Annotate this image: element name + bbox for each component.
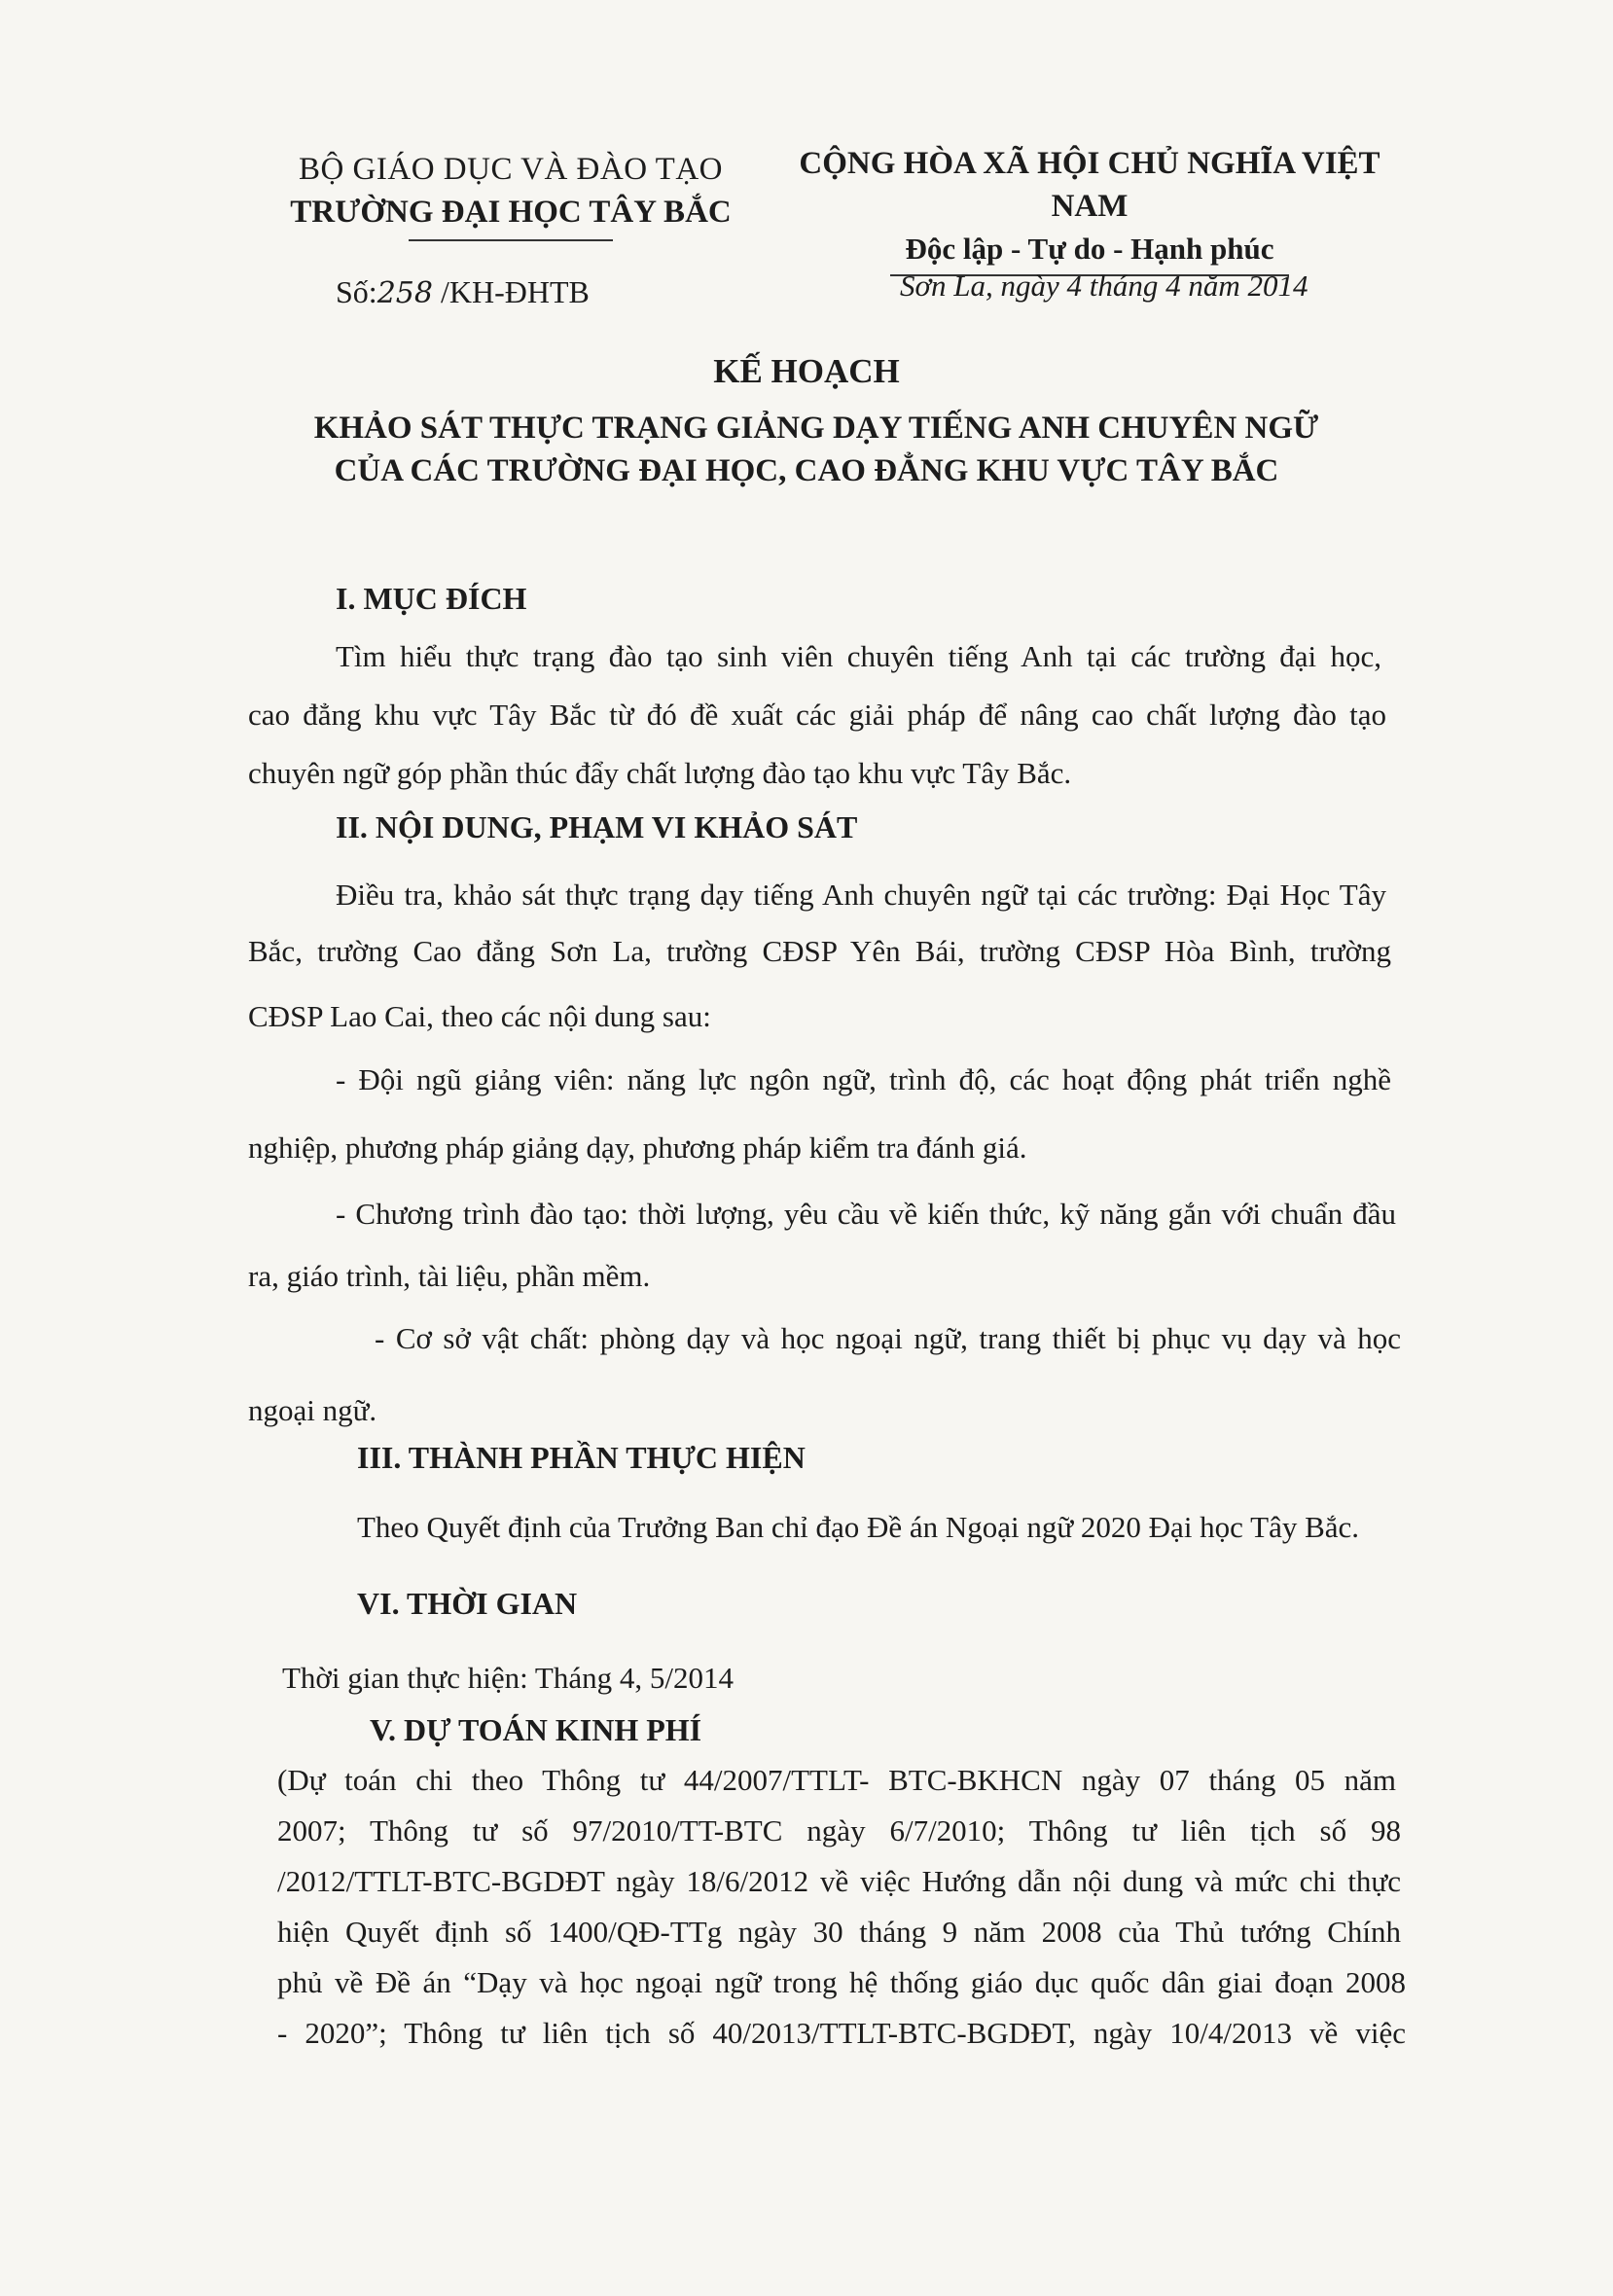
school-name: TRƯỜNG ĐẠI HỌC TÂY BẮC [290, 195, 732, 230]
paragraph-line: ra, giáo trình, tài liệu, phần mềm. [248, 1259, 651, 1293]
paragraph-line: chuyên ngữ góp phần thúc đẩy chất lượng đào tạo khu vực Tây Bắc. [248, 756, 1072, 790]
document-title: KẾ HOẠCH [713, 352, 900, 390]
paragraph-line: 2007; Thông tư số 97/2010/TT-BTC ngày 6/7/2010; Thông tư liên tịch số 98 [277, 1813, 1401, 1848]
paragraph-line: phủ về Đề án “Dạy và học ngoại ngữ trong hệ thống giáo dục quốc dân giai đoạn 2008 [277, 1965, 1406, 1999]
paragraph-line: /2012/TTLT-BTC-BGDĐT ngày 18/6/2012 về việc Hướng dẫn nội dung và mức chi thực [277, 1864, 1401, 1898]
document-subtitle-line2: CỦA CÁC TRƯỜNG ĐẠI HỌC, CAO ĐẲNG KHU VỰC TÂY BẮC [334, 453, 1279, 488]
paragraph-line: Điều tra, khảo sát thực trạng dạy tiếng Anh chuyên ngữ tại các trường: Đại Học Tây [336, 878, 1386, 912]
paragraph-line: cao đẳng khu vực Tây Bắc từ đó đề xuất các giải pháp để nâng cao chất lượng đào tạo [248, 698, 1386, 732]
nation-name: CỘNG HÒA XÃ HỘI CHỦ NGHĨA VIỆT NAM [799, 146, 1380, 224]
paragraph-line: - Đội ngũ giảng viên: năng lực ngôn ngữ, trình độ, các hoạt động phát triển nghề [336, 1062, 1391, 1096]
paragraph-line: hiện Quyết định số 1400/QĐ-TTg ngày 30 tháng 9 năm 2008 của Thủ tướng Chính [277, 1915, 1401, 1949]
paragraph-line: - Cơ sở vật chất: phòng dạy và học ngoại ngữ, trang thiết bị phục vụ dạy và học [375, 1321, 1401, 1355]
paragraph-line: - Chương trình đào tạo: thời lượng, yêu cầu về kiến thức, kỹ năng gắn với chuẩn đầu [336, 1197, 1396, 1231]
paragraph-line: nghiệp, phương pháp giảng dạy, phương pháp kiểm tra đánh giá. [248, 1130, 1027, 1165]
school-underline [409, 239, 613, 241]
section-heading-budget: V. DỰ TOÁN KINH PHÍ [370, 1712, 702, 1747]
paragraph-line: Thời gian thực hiện: Tháng 4, 5/2014 [282, 1661, 734, 1695]
paragraph-line: (Dự toán chi theo Thông tư 44/2007/TTLT- BTC-BKHCN ngày 07 tháng 05 năm [277, 1763, 1396, 1797]
document-number [336, 274, 590, 310]
paragraph-line: - 2020”; Thông tư liên tịch số 40/2013/TTLT-BTC-BGDĐT, ngày 10/4/2013 về việc [277, 2016, 1406, 2050]
place-date: Sơn La, ngày 4 tháng 4 năm 2014 [900, 269, 1308, 303]
national-motto: Độc lập - Tự do - Hạnh phúc [905, 232, 1274, 266]
section-heading-timeline: VI. THỜI GIAN [357, 1586, 578, 1621]
paragraph-line: Bắc, trường Cao đẳng Sơn La, trường CĐSP Yên Bái, trường CĐSP Hòa Bình, trường [248, 934, 1391, 968]
paragraph-line: Tìm hiểu thực trạng đào tạo sinh viên chuyên tiếng Anh tại các trường đại học, [336, 639, 1381, 673]
section-heading-participants: III. THÀNH PHẦN THỰC HIỆN [357, 1440, 806, 1475]
number-suffix: /KH-ĐHTB [440, 274, 590, 309]
paragraph-line: CĐSP Lao Cai, theo các nội dung sau: [248, 999, 711, 1033]
number-label: Số: [336, 274, 377, 309]
section-heading-purpose: I. MỤC ĐÍCH [336, 581, 527, 616]
national-heading [769, 142, 1411, 276]
ministry-name: BỘ GIÁO DỤC VÀ ĐÀO TẠO [298, 152, 724, 187]
document-subtitle-line1: KHẢO SÁT THỰC TRẠNG GIẢNG DẠY TIẾNG ANH CHUYÊN NGỮ [313, 411, 1319, 446]
section-heading-content: II. NỘI DUNG, PHẠM VI KHẢO SÁT [336, 809, 858, 844]
issuer-block [248, 148, 773, 241]
paragraph-line: Theo Quyết định của Trưởng Ban chỉ đạo Đề án Ngoại ngữ 2020 Đại học Tây Bắc. [357, 1510, 1360, 1544]
handwritten-number: 258 [376, 276, 433, 310]
paragraph-line: ngoại ngữ. [248, 1393, 377, 1427]
